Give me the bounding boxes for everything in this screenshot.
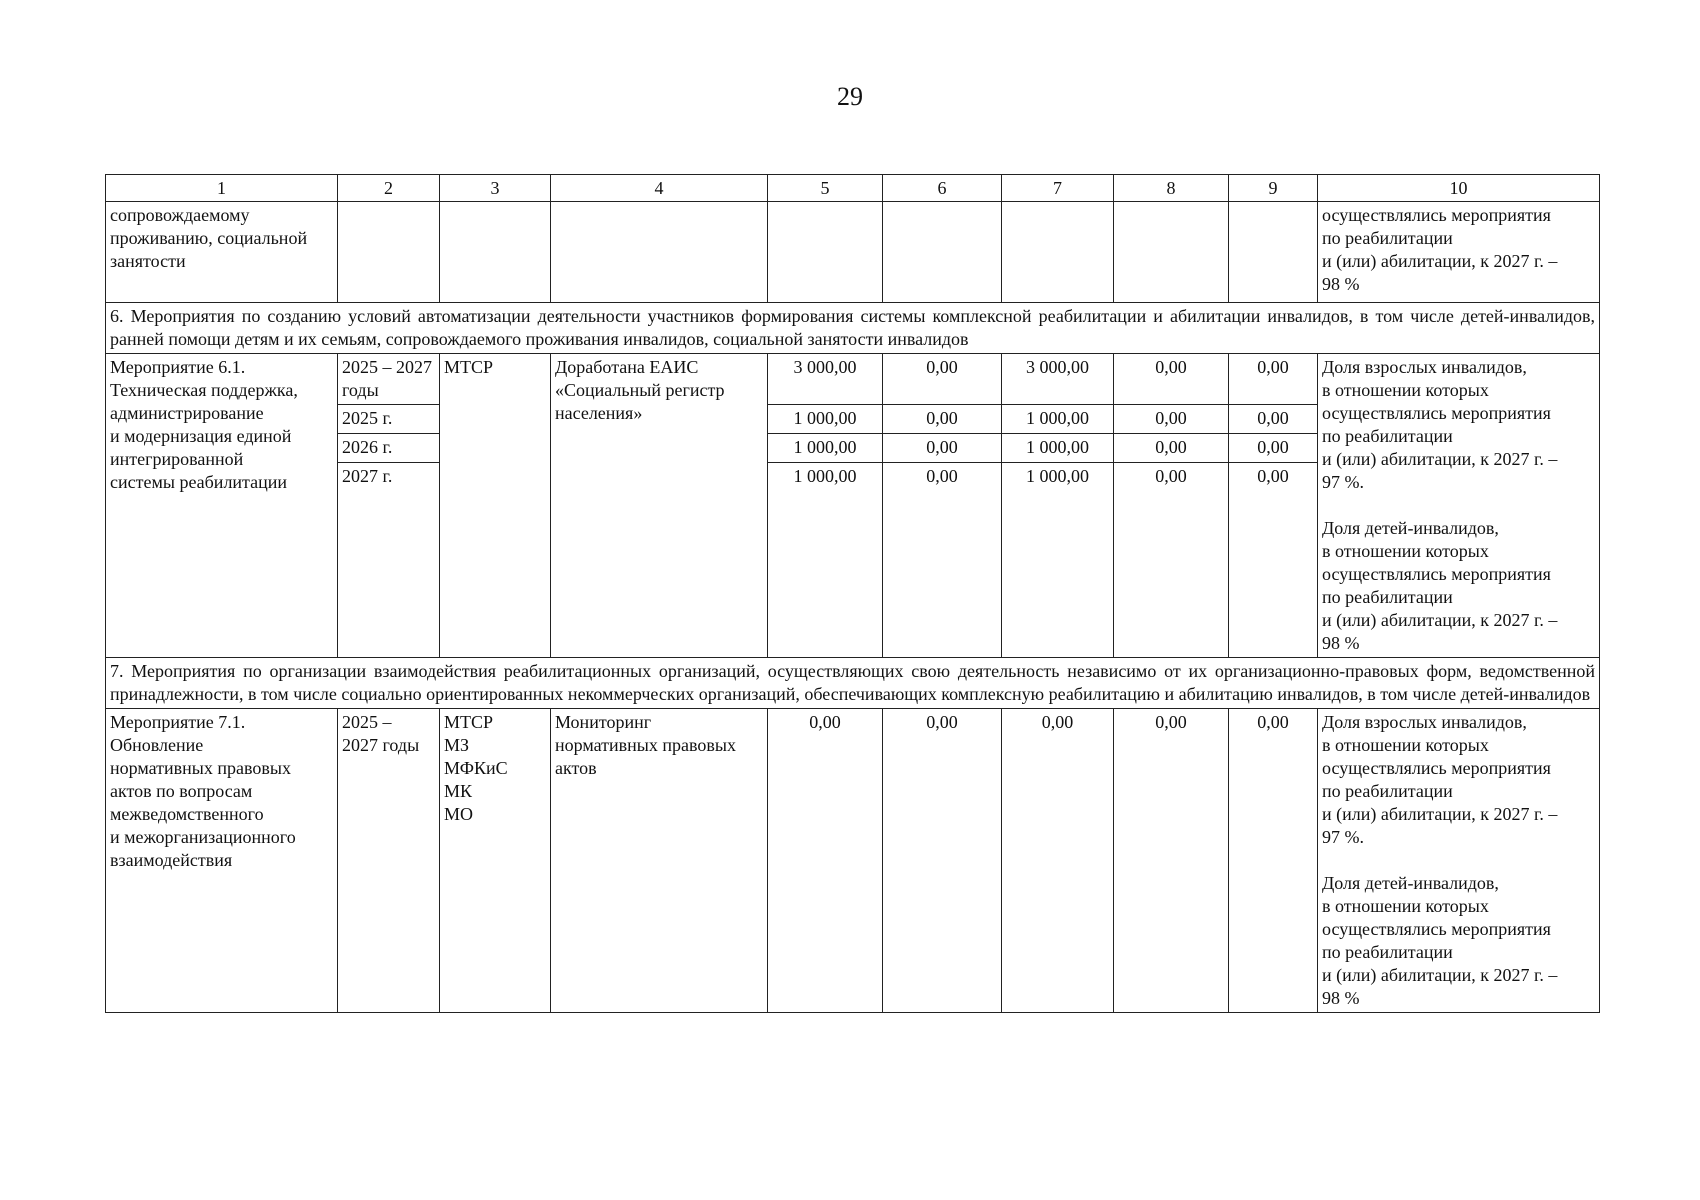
measure-7-1-col9: 0,00 — [1229, 709, 1318, 1013]
measure-7-1-title: Мероприятие 7.1. Обновление нормативных правовых актов по вопросам межведомственного и межорганизационного взаимодействия — [106, 709, 338, 1013]
measure-6-1-result: Доработана ЕАИС «Социальный регистр населения» — [551, 354, 768, 658]
measure-7-1-col8: 0,00 — [1114, 709, 1229, 1013]
col-num-8: 8 — [1114, 175, 1229, 202]
col-num-10: 10 — [1318, 175, 1600, 202]
measure-6-1-executor: МТСР — [440, 354, 551, 658]
section-7-heading: 7. Мероприятия по организации взаимодействия реабилитационных организаций, осуществляющих свою деятельность независимо от их организационно-правовых форм, ведомственной принадлежности, в том числе социально ориентированных некоммерческих организаций, обеспечивающих комплексную реабилитацию и абилитацию инвалидов, в том числе детей-инвалидов — [106, 658, 1600, 709]
program-table — [105, 174, 1600, 1013]
measure-6-1-indicators: Доля взрослых инвалидов, в отношении которых осуществлялись мероприятия по реабилитации и (или) абилитации, к 2027 г. – 97 %. Доля детей-инвалидов, в отношении которых осуществлялись мероприятия по реабилитации и (или) абилитации, к 2027 г. – 98 % — [1318, 354, 1600, 658]
col-num-1: 1 — [106, 175, 338, 202]
period-2027: 2027 г. — [342, 466, 393, 486]
measure-7-1-period: 2025 – 2027 годы — [338, 709, 440, 1013]
continuation-row — [106, 202, 1600, 303]
section-6-row — [106, 303, 1600, 354]
column-number-row — [106, 175, 1600, 202]
col-num-2: 2 — [338, 175, 440, 202]
period-2026: 2026 г. — [338, 434, 439, 463]
continued-indicator: осуществлялись мероприятия по реабилитации и (или) абилитации, к 2027 г. – 98 % — [1318, 202, 1600, 303]
measure-7-1-result: Мониторинг нормативных правовых актов — [551, 709, 768, 1013]
measure-7-1-col6: 0,00 — [883, 709, 1002, 1013]
measure-6-1-col8: 0,00 0,00 0,00 0,00 — [1114, 354, 1229, 658]
continued-description: сопровождаемому проживанию, социальной занятости — [106, 202, 338, 303]
measure-7-1-executors: МТСР МЗ МФКиС МК МО — [440, 709, 551, 1013]
col-num-3: 3 — [440, 175, 551, 202]
period-2025: 2025 г. — [338, 405, 439, 434]
measure-6-1-title: Мероприятие 6.1. Техническая поддержка, администрирование и модернизация единой интегрированной системы реабилитации — [106, 354, 338, 658]
col-num-9: 9 — [1229, 175, 1318, 202]
measure-6-1-col6: 0,00 0,00 0,00 0,00 — [883, 354, 1002, 658]
measure-6-1-col9: 0,00 0,00 0,00 0,00 — [1229, 354, 1318, 658]
measure-6-1-col5: 3 000,00 1 000,00 1 000,00 1 000,00 — [768, 354, 883, 658]
measure-6-1-col7: 3 000,00 1 000,00 1 000,00 1 000,00 — [1002, 354, 1114, 658]
measure-6-1-periods — [338, 354, 440, 658]
col-num-4: 4 — [551, 175, 768, 202]
measure-7-1-col5: 0,00 — [768, 709, 883, 1013]
col-num-7: 7 — [1002, 175, 1114, 202]
col-num-6: 6 — [883, 175, 1002, 202]
page-number: 29 — [837, 82, 863, 111]
period-total: 2025 – 2027 годы — [338, 354, 439, 405]
section-7-row — [106, 658, 1600, 709]
section-6-heading: 6. Мероприятия по созданию условий автоматизации деятельности участников формирования системы комплексной реабилитации и абилитации инвалидов, в том числе детей-инвалидов, ранней помощи детям и их семьям, сопровождаемого проживания инвалидов, социальной занятости инвалидов — [106, 303, 1600, 354]
col-num-5: 5 — [768, 175, 883, 202]
measure-7-1-col7: 0,00 — [1002, 709, 1114, 1013]
measure-6-1-row — [106, 354, 1600, 658]
measure-7-1-row — [106, 709, 1600, 1013]
measure-7-1-indicators: Доля взрослых инвалидов, в отношении которых осуществлялись мероприятия по реабилитации и (или) абилитации, к 2027 г. – 97 %. Доля детей-инвалидов, в отношении которых осуществлялись мероприятия по реабилитации и (или) абилитации, к 2027 г. – 98 % — [1318, 709, 1600, 1013]
